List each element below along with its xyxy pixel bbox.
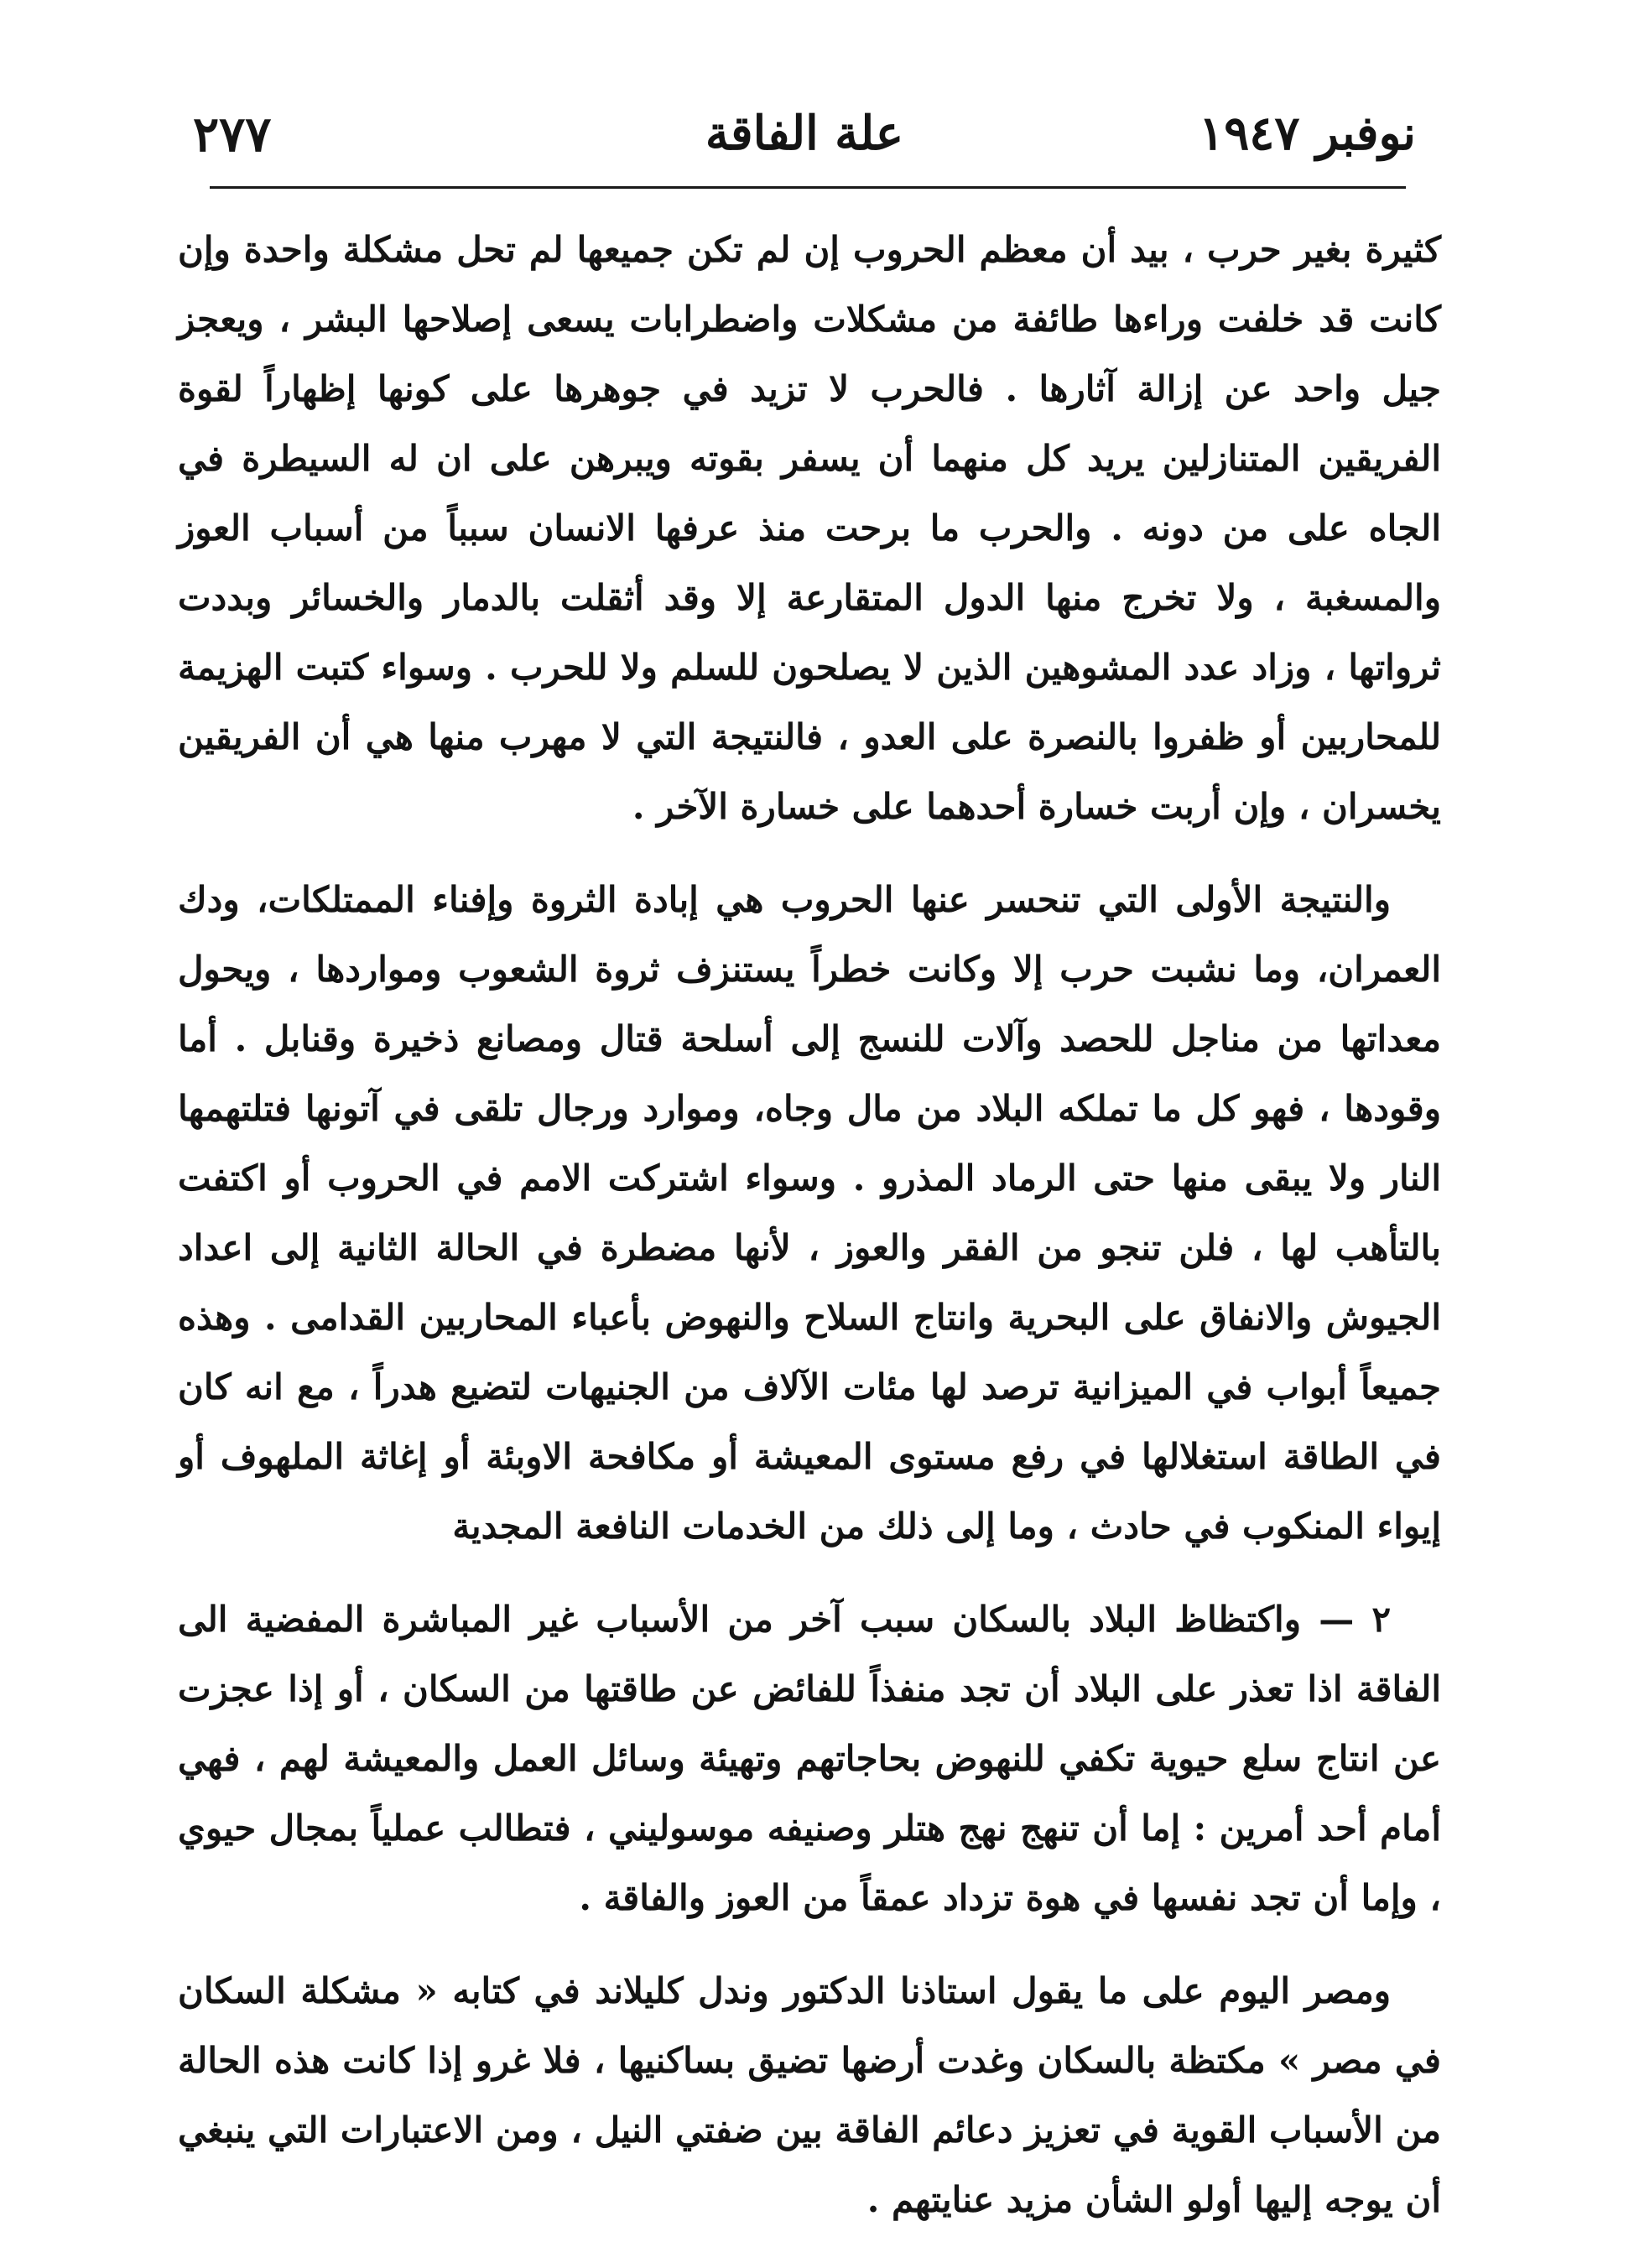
running-title: علة الفاقة — [705, 106, 904, 161]
header-rule — [210, 186, 1406, 189]
paragraph: ٢ — واكتظاظ البلاد بالسكان سبب آخر من الأسباب غير المباشرة المفضية الى الفاقة اذا تعذر على البلاد أن تجد منفذاً للفائض عن طاقتها من السكان ، أو إذا عجزت عن انتاج سلع حيوية تكفي للنهوض بحاجاتهم وتهيئة وسائل العمل والمعيشة لهم ، فهي أمام أحد أمرين : إما أن تنهج نهج هتلر وصنيفه موسوليني ، فتطالب عملياً بمجال حيوي ، وإما أن تجد نفسها في هوة تزداد عمقاً من العوز والفاقة . — [178, 1599, 1441, 1918]
paragraph: ومصر اليوم على ما يقول استاذنا الدكتور وندل كليلاند في كتابه « مشكلة السكان في مصر » مكتظة بالسكان وغدت أرضها تضيق بساكنيها ، فلا غرو إذا كانت هذه الحالة من الأسباب القوية في تعزيز دعائم الفاقة بين ضفتي النيل ، ومن الاعتبارات التي ينبغي أن يوجه إليها أولو الشأن مزيد عنايتهم . — [178, 1970, 1441, 2220]
paragraph: والنتيجة الأولى التي تنحسر عنها الحروب هي إبادة الثروة وإفناء الممتلكات، ودك العمران، وما نشبت حرب إلا وكانت خطراً يستنزف ثروة الشعوب ومواردها ، ويحول معداتها من مناجل للحصد وآلات للنسج إلى أسلحة قتال ومصانع ذخيرة وقنابل . أما وقودها ، فهو كل ما تملكه البلاد من مال وجاه، وموارد ورجال تلقى في آتونها فتلتهمها النار ولا يبقى منها حتى الرماد المذرو . وسواء اشتركت الامم في الحروب أو اكتفت بالتأهب لها ، فلن تنجو من الفقر والعوز ، لأنها مضطرة في الحالة الثانية إلى اعداد الجيوش والانفاق على البحرية وانتاج السلاح والنهوض بأعباء المحاربين القدامى . وهذه جميعاً أبواب في الميزانية ترصد لها مئات الآلاف من الجنيهات لتضيع هدراً ، مع انه كان في الطاقة استغلالها في رفع مستوى المعيشة أو مكافحة الاوبئة أو إغاثة الملهوف أو إيواء المنكوب في حادث ، وما إلى ذلك من الخدمات النافعة المجدية — [178, 879, 1441, 1547]
page-header — [185, 94, 1424, 169]
issue-date: نوفبر ١٩٤٧ — [1199, 106, 1416, 161]
page-number: ٢٧٧ — [193, 106, 272, 163]
paragraph: كثيرة بغير حرب ، بيد أن معظم الحروب إن لم تكن جميعها لم تحل مشكلة واحدة وإن كانت قد خلفت وراءها طائفة من مشكلات واضطرابات يسعى إصلاحها البشر ، ويعجز جيل واحد عن إزالة آثارها . فالحرب لا تزيد في جوهرها على كونها إظهاراً لقوة الفريقين المتنازلين يريد كل منهما أن يسفر بقوته ويبرهن على ان له السيطرة في الجاه على من دونه . والحرب ما برحت منذ عرفها الانسان سبباً من أسباب العوز والمسغبة ، ولا تخرج منها الدول المتقارعة إلا وقد أثقلت بالدمار والخسائر وبددت ثرواتها ، وزاد عدد المشوهين الذين لا يصلحون للسلم ولا للحرب . وسواء كتبت الهزيمة للمحاربين أو ظفروا بالنصرة على العدو ، فالنتيجة التي لا مهرب منها هي أن الفريقين يخسران ، وإن أربت خسارة أحدهما على خسارة الآخر . — [178, 229, 1441, 827]
article-body — [178, 215, 1441, 2258]
